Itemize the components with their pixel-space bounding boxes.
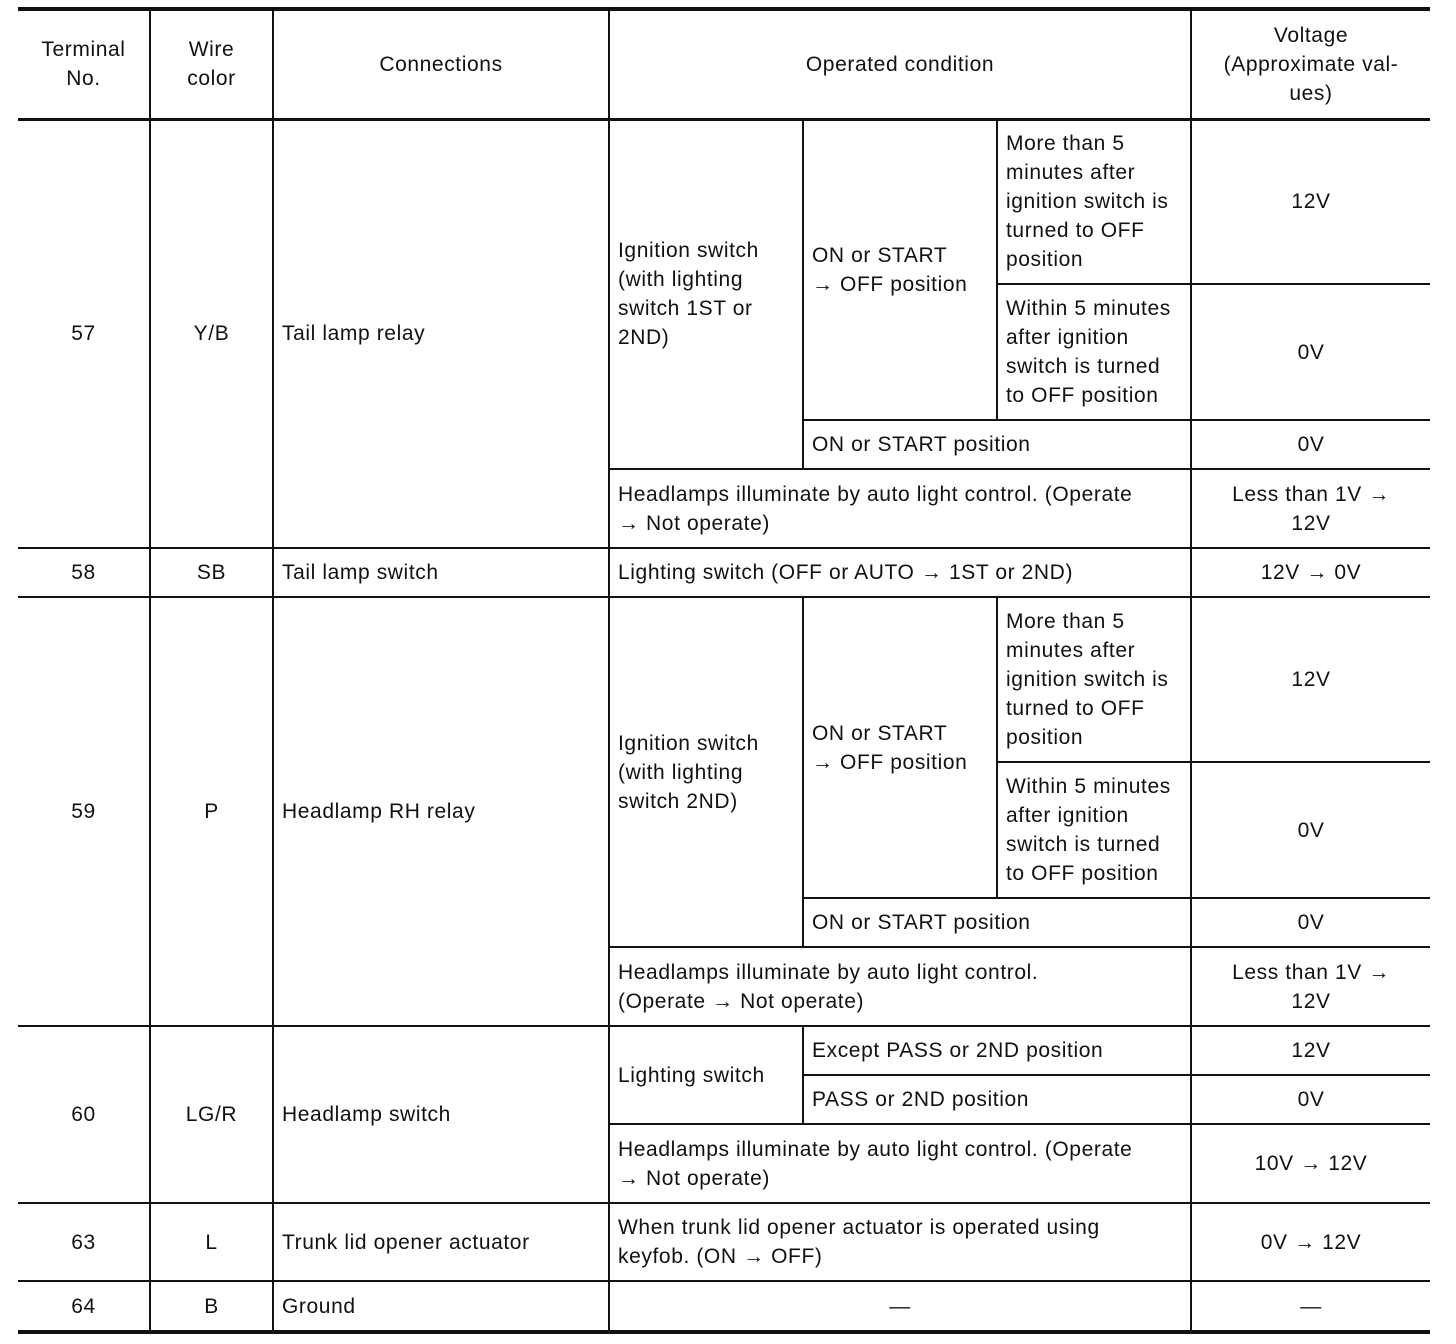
ignition-switch-57: Ignition switch (with lighting switch 1ST or 2ND)	[609, 119, 803, 469]
terminal-57: 57	[18, 119, 150, 548]
condition-63: When trunk lid opener actuator is operated using keyfob. (ON → OFF)	[609, 1203, 1191, 1281]
connection-60: Headlamp switch	[273, 1026, 609, 1203]
terminal-59: 59	[18, 597, 150, 1026]
voltage-58: 12V → 0V	[1191, 548, 1430, 597]
voltage-57-auto: Less than 1V → 12V	[1191, 469, 1430, 548]
wire-color-57: Y/B	[150, 119, 273, 548]
auto-light-59: Headlamps illuminate by auto light control. (Operate → Not operate)	[609, 947, 1191, 1026]
more-than-5-min-57: More than 5 minutes after ignition switch is turned to OFF position	[997, 119, 1191, 284]
wire-color-63: L	[150, 1203, 273, 1281]
table-row	[18, 1026, 1430, 1075]
header-terminal-no: Terminal No.	[18, 9, 150, 119]
header-row	[18, 9, 1430, 119]
connection-63: Trunk lid opener actuator	[273, 1203, 609, 1281]
pass-2nd-60: PASS or 2ND position	[803, 1075, 1191, 1124]
connection-64: Ground	[273, 1281, 609, 1332]
more-than-5-min-59: More than 5 minutes after ignition switch is turned to OFF position	[997, 597, 1191, 762]
voltage-60-pass: 0V	[1191, 1075, 1430, 1124]
table-row	[18, 597, 1430, 762]
table-row	[18, 548, 1430, 597]
header-voltage: Voltage (Approximate val- ues)	[1191, 9, 1430, 119]
voltage-59-on-start: 0V	[1191, 898, 1430, 947]
voltage-60-auto: 10V → 12V	[1191, 1124, 1430, 1203]
wire-color-60: LG/R	[150, 1026, 273, 1203]
wire-color-58: SB	[150, 548, 273, 597]
on-start-off-57: ON or START → OFF position	[803, 119, 997, 420]
voltage-60-except: 12V	[1191, 1026, 1430, 1075]
within-5-min-57: Within 5 minutes after ignition switch is turned to OFF position	[997, 284, 1191, 420]
terminal-60: 60	[18, 1026, 150, 1203]
connection-59: Headlamp RH relay	[273, 597, 609, 1026]
table-row	[18, 1281, 1430, 1332]
terminal-58: 58	[18, 548, 150, 597]
on-start-position-59: ON or START position	[803, 898, 1191, 947]
table-row	[18, 119, 1430, 284]
terminal-spec-table	[18, 7, 1430, 1334]
header-wire-color: Wire color	[150, 9, 273, 119]
terminal-63: 63	[18, 1203, 150, 1281]
ignition-switch-59: Ignition switch (with lighting switch 2ND)	[609, 597, 803, 947]
voltage-59-more: 12V	[1191, 597, 1430, 762]
terminal-64: 64	[18, 1281, 150, 1332]
except-pass-2nd-60: Except PASS or 2ND position	[803, 1026, 1191, 1075]
wire-color-59: P	[150, 597, 273, 1026]
header-operated-condition: Operated condition	[609, 9, 1191, 119]
on-start-off-59: ON or START → OFF position	[803, 597, 997, 898]
voltage-57-more: 12V	[1191, 119, 1430, 284]
connection-57: Tail lamp relay	[273, 119, 609, 548]
voltage-64: —	[1191, 1281, 1430, 1332]
voltage-59-auto: Less than 1V → 12V	[1191, 947, 1430, 1026]
voltage-57-on-start: 0V	[1191, 420, 1430, 469]
voltage-57-within: 0V	[1191, 284, 1430, 420]
auto-light-57: Headlamps illuminate by auto light control. (Operate → Not operate)	[609, 469, 1191, 548]
lighting-switch-60: Lighting switch	[609, 1026, 803, 1124]
connection-58: Tail lamp switch	[273, 548, 609, 597]
voltage-63: 0V → 12V	[1191, 1203, 1430, 1281]
wire-color-64: B	[150, 1281, 273, 1332]
voltage-59-within: 0V	[1191, 762, 1430, 898]
header-connections: Connections	[273, 9, 609, 119]
within-5-min-59: Within 5 minutes after ignition switch is turned to OFF position	[997, 762, 1191, 898]
auto-light-60: Headlamps illuminate by auto light control. (Operate → Not operate)	[609, 1124, 1191, 1203]
table-row	[18, 1203, 1430, 1281]
condition-64: —	[609, 1281, 1191, 1332]
on-start-position-57: ON or START position	[803, 420, 1191, 469]
condition-58: Lighting switch (OFF or AUTO → 1ST or 2ND)	[609, 548, 1191, 597]
